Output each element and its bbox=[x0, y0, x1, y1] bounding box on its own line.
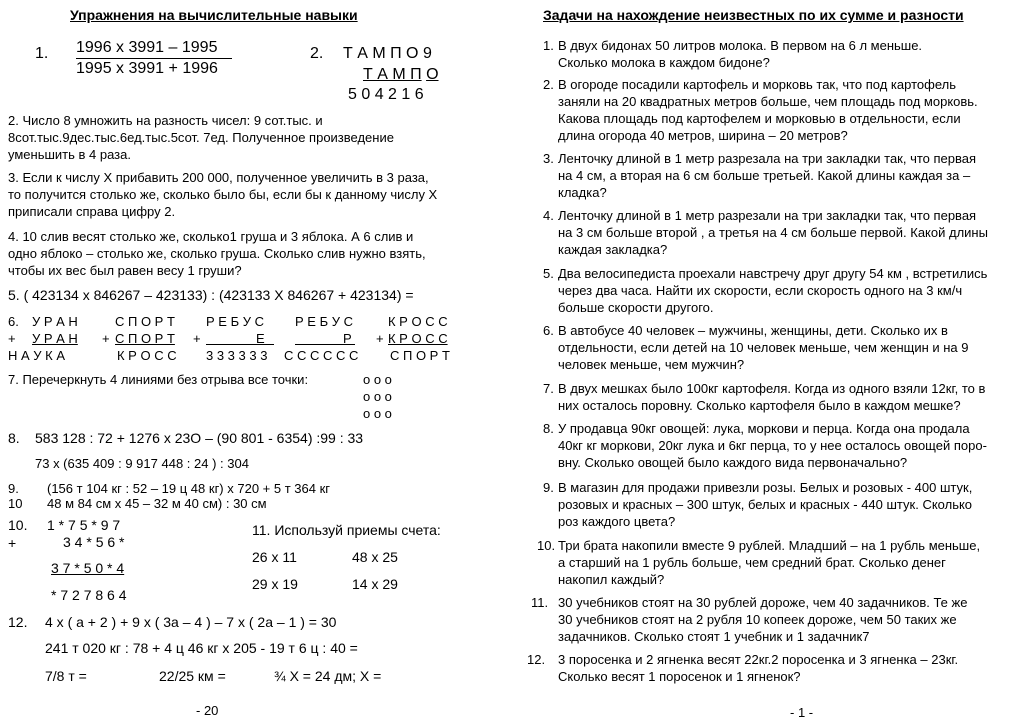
p6-b1: С П О Р Т bbox=[115, 314, 175, 329]
p11-title: 11. Используй приемы счета: bbox=[252, 522, 441, 538]
p8-line2: 73 х (635 409 : 9 917 448 : 24 ) : 304 bbox=[35, 456, 249, 471]
item-line: каждая закладка? bbox=[558, 242, 668, 257]
item-line: 30 учебников стоят на 2 рубля 10 копеек дороже, чем 50 таких же bbox=[558, 612, 957, 627]
item-line: В огороде посадили картофель и морковь так, что под картофель bbox=[558, 77, 956, 92]
p10-row1: 1 * 7 5 * 9 7 bbox=[47, 517, 121, 533]
p8-line1: 583 128 : 72 + 1276 х 23О – (90 801 - 6354) :99 : 33 bbox=[35, 430, 364, 446]
left-page-number: - 20 bbox=[196, 703, 219, 718]
item-line: Ленточку длиной в 1 метр разрезала на три закладки так, что первая bbox=[558, 151, 977, 166]
item-line: длина огорода 40 метров, ширина – 20 метров? bbox=[558, 128, 848, 143]
p12-number: 12. bbox=[8, 614, 28, 630]
p11-expr: 26 х 11 bbox=[252, 549, 297, 565]
ex2-result: 5 0 4 2 1 6 bbox=[348, 86, 424, 103]
item-line: розовых и красных – 300 штук, белых и красных - 440 штук. Сколько bbox=[558, 497, 973, 512]
right-page-title: Задачи на нахождение неизвестных по их сумме и разности bbox=[543, 7, 964, 23]
ex2-line2-underlined: Т А М П bbox=[363, 66, 422, 83]
ex1-numerator: 1996 х 3991 – 1995 bbox=[76, 39, 218, 56]
item-number: 8. bbox=[543, 421, 554, 436]
p10-row4: * 7 2 7 8 6 4 bbox=[51, 587, 127, 603]
item-line: В двух бидонах 50 литров молока. В первом на 6 л меньше. bbox=[558, 38, 923, 53]
item-number: 7. bbox=[543, 381, 554, 396]
ex1-number: 1. bbox=[35, 45, 49, 62]
problem-3 bbox=[8, 169, 437, 220]
p12-fraction: 7/8 т = bbox=[45, 668, 87, 684]
p10-plus-sign: + bbox=[8, 535, 17, 551]
p6-e1: К Р О С С bbox=[388, 314, 448, 329]
item-line: В двух мешках было 100кг картофеля. Когда из одного взяли 12кг, то в bbox=[558, 381, 986, 396]
p6-plus-sign: + bbox=[376, 331, 384, 346]
p9-number: 9. bbox=[8, 481, 19, 496]
p6-a2: У Р А Н bbox=[32, 331, 78, 346]
item-number: 2. bbox=[543, 77, 554, 92]
p10-row2: 3 4 * 5 6 * bbox=[63, 534, 125, 550]
item-number: 5. bbox=[543, 266, 554, 281]
p6-c2: Е bbox=[256, 331, 265, 346]
p6-e2: К Р О С С bbox=[388, 331, 448, 346]
problem-5: 5. ( 423134 х 846267 – 423133) : (423133 Х 846267 + 423134) = bbox=[8, 287, 414, 303]
p6-a3: Н А У К А bbox=[8, 348, 66, 363]
p9-line1: (156 т 104 кг : 52 – 19 ц 48 кг) х 720 + 5 т 364 кг bbox=[47, 481, 331, 496]
item-line: вну. Сколько овощей было каждого вида первоначально? bbox=[558, 455, 908, 470]
ex1-denominator: 1995 х 3991 + 1996 bbox=[76, 60, 218, 77]
item-number: 10. bbox=[537, 538, 556, 553]
item-number: 9. bbox=[543, 480, 554, 495]
item-line: человек меньше, чем мужчин? bbox=[558, 357, 745, 372]
problem-4-line: одно яблоко – столько же, сколько груша. Сколько слив нужно взять, bbox=[8, 246, 426, 261]
problem-2-line: 2. Число 8 умножить на разность чисел: 9 сот.тыс. и bbox=[8, 113, 323, 128]
item-line: Сколько молока в каждом бидоне? bbox=[558, 55, 770, 70]
left-page-title: Упражнения на вычислительные навыки bbox=[70, 7, 358, 23]
item-line: Два велосипедиста проехали навстречу друг другу 54 км , встретились bbox=[558, 266, 988, 281]
p6-d3: С С С С С С bbox=[284, 348, 359, 363]
item-line: больше скорости другого. bbox=[558, 300, 714, 315]
ex2-line2-end: О bbox=[426, 66, 439, 83]
item-line: задачников. Сколько стоят 1 учебник и 1 задачник7 bbox=[558, 629, 870, 644]
problem-2 bbox=[8, 112, 394, 163]
p12-line2: 241 т 020 кг : 78 + 4 ц 46 кг х 205 - 19 т 6 ц : 40 = bbox=[45, 640, 358, 656]
problem-4-line: 4. 10 слив весят столько же, сколько1 груша и 3 яблока. А 6 слив и bbox=[8, 229, 414, 244]
p6-b2: С П О Р Т bbox=[115, 331, 175, 346]
item-line: заняли на 20 квадратных метров больше, чем площадь под морковь. bbox=[558, 94, 978, 109]
p12-line1: 4 х ( а + 2 ) + 9 х ( 3а – 4 ) – 7 х ( 2а – 1 ) = 30 bbox=[45, 614, 337, 630]
item-number: 12. bbox=[527, 652, 546, 667]
item-line: а старший на 1 рубль больше, чем средний брат. Сколько денег bbox=[558, 555, 946, 570]
p10-row3: 3 7 * 5 0 * 4 bbox=[51, 560, 125, 576]
item-line: В магазин для продажи привезли розы. Белых и розовых - 400 штук, bbox=[558, 480, 973, 495]
item-line: роз каждого цвета? bbox=[558, 514, 676, 529]
p6-c3: 3 3 3 3 3 3 bbox=[206, 348, 268, 363]
p6-plus-sign: + bbox=[193, 331, 201, 346]
item-line: на 4 см, а вторая на 6 см больше третьей. Какой длины каждая за – bbox=[558, 168, 971, 183]
item-line: отдельности, если детей на 10 человек меньше, чем женщин и на 9 bbox=[558, 340, 969, 355]
item-line: на 3 см больше второй , а третья на 4 см больше первой. Какой длины bbox=[558, 225, 988, 240]
p9-number-2: 10 bbox=[8, 496, 23, 511]
p6-a1: У Р А Н bbox=[32, 314, 78, 329]
p6-d1: Р Е Б У С bbox=[295, 314, 353, 329]
item-line: В автобусе 40 человек – мужчины, женщины, дети. Сколько их в bbox=[558, 323, 948, 338]
problem-3-line: 3. Если к числу Х прибавить 200 000, полученное увеличить в 3 раза, bbox=[8, 170, 429, 185]
item-line: У продавца 90кг овощей: лука, моркови и перца. Когда она продала bbox=[558, 421, 970, 436]
problem-7: 7. Перечеркнуть 4 линиями без отрыва все точки: bbox=[8, 372, 309, 387]
p6-plus-sign: + bbox=[102, 331, 110, 346]
p9-line2: 48 м 84 см х 45 – 32 м 40 см) : 30 см bbox=[47, 496, 267, 511]
p12-fraction: ¾ Х = 24 дм; Х = bbox=[274, 668, 382, 684]
p12-fraction: 22/25 км = bbox=[159, 668, 226, 684]
item-line: Какова площадь под картофелем и морковью в отдельности, если bbox=[558, 111, 961, 126]
item-line: Ленточку длиной в 1 метр разрезали на три закладки так, что первая bbox=[558, 208, 977, 223]
problem-3-line: приписали справа цифру 2. bbox=[8, 204, 176, 219]
dots-row: о о о bbox=[363, 389, 392, 404]
p6-plus-sign: + bbox=[8, 331, 16, 346]
item-line: Три брата накопили вместе 9 рублей. Младший – на 1 рубль меньше, bbox=[558, 538, 981, 553]
dots-row: о о о bbox=[363, 406, 392, 421]
problem-3-line: то получится столько же, сколько было бы, если бы к данному числу Х bbox=[8, 187, 438, 202]
problem-2-line: уменьшить в 4 раза. bbox=[8, 147, 131, 162]
problem-4 bbox=[8, 228, 426, 279]
ex2-number: 2. bbox=[310, 45, 324, 62]
item-number: 6. bbox=[543, 323, 554, 338]
item-line: них осталось поровну. Сколько картофеля было в каждом мешке? bbox=[558, 398, 961, 413]
dots-row: о о о bbox=[363, 372, 392, 387]
p6-number: 6. bbox=[8, 314, 19, 329]
p11-expr: 29 х 19 bbox=[252, 576, 298, 592]
right-page-number: - 1 - bbox=[790, 705, 814, 720]
item-number: 4. bbox=[543, 208, 554, 223]
p6-e3: С П О Р Т bbox=[390, 348, 450, 363]
item-line: накопил каждый? bbox=[558, 572, 665, 587]
item-line: через два часа. Найти их скорости, если скорость одного на 3 км/ч bbox=[558, 283, 963, 298]
p6-b3: К Р О С С bbox=[117, 348, 177, 363]
item-number: 11. bbox=[531, 595, 549, 610]
item-line: Сколько весят 1 поросенок и 1 ягненок? bbox=[558, 669, 801, 684]
item-number: 3. bbox=[543, 151, 554, 166]
p10-number: 10. bbox=[8, 517, 28, 533]
p8-number: 8. bbox=[8, 430, 20, 446]
problem-4-line: чтобы их вес был равен весу 1 груши? bbox=[8, 263, 242, 278]
p6-c1: Р Е Б У С bbox=[206, 314, 264, 329]
item-number: 1. bbox=[543, 38, 554, 53]
p6-d2: Р bbox=[343, 331, 352, 346]
problem-2-line: 8сот.тыс.9дес.тыс.6ед.тыс.5сот. 7ед. Полученное произведение bbox=[8, 130, 394, 145]
p11-expr: 48 х 25 bbox=[352, 549, 398, 565]
ex2-line1: Т А М П О 9 bbox=[343, 45, 432, 62]
item-line: кладка? bbox=[558, 185, 607, 200]
item-line: 30 учебников стоят на 30 рублей дороже, чем 40 задачников. Те же bbox=[558, 595, 968, 610]
p11-expr: 14 х 29 bbox=[352, 576, 398, 592]
ex2-line2 bbox=[363, 65, 439, 84]
item-line: 3 поросенка и 2 ягненка весят 22кг.2 поросенка и 3 ягненка – 23кг. bbox=[558, 652, 959, 667]
item-line: 40кг кг моркови, 20кг лука и 6кг перца, то у нее осталось овощей поро- bbox=[558, 438, 987, 453]
